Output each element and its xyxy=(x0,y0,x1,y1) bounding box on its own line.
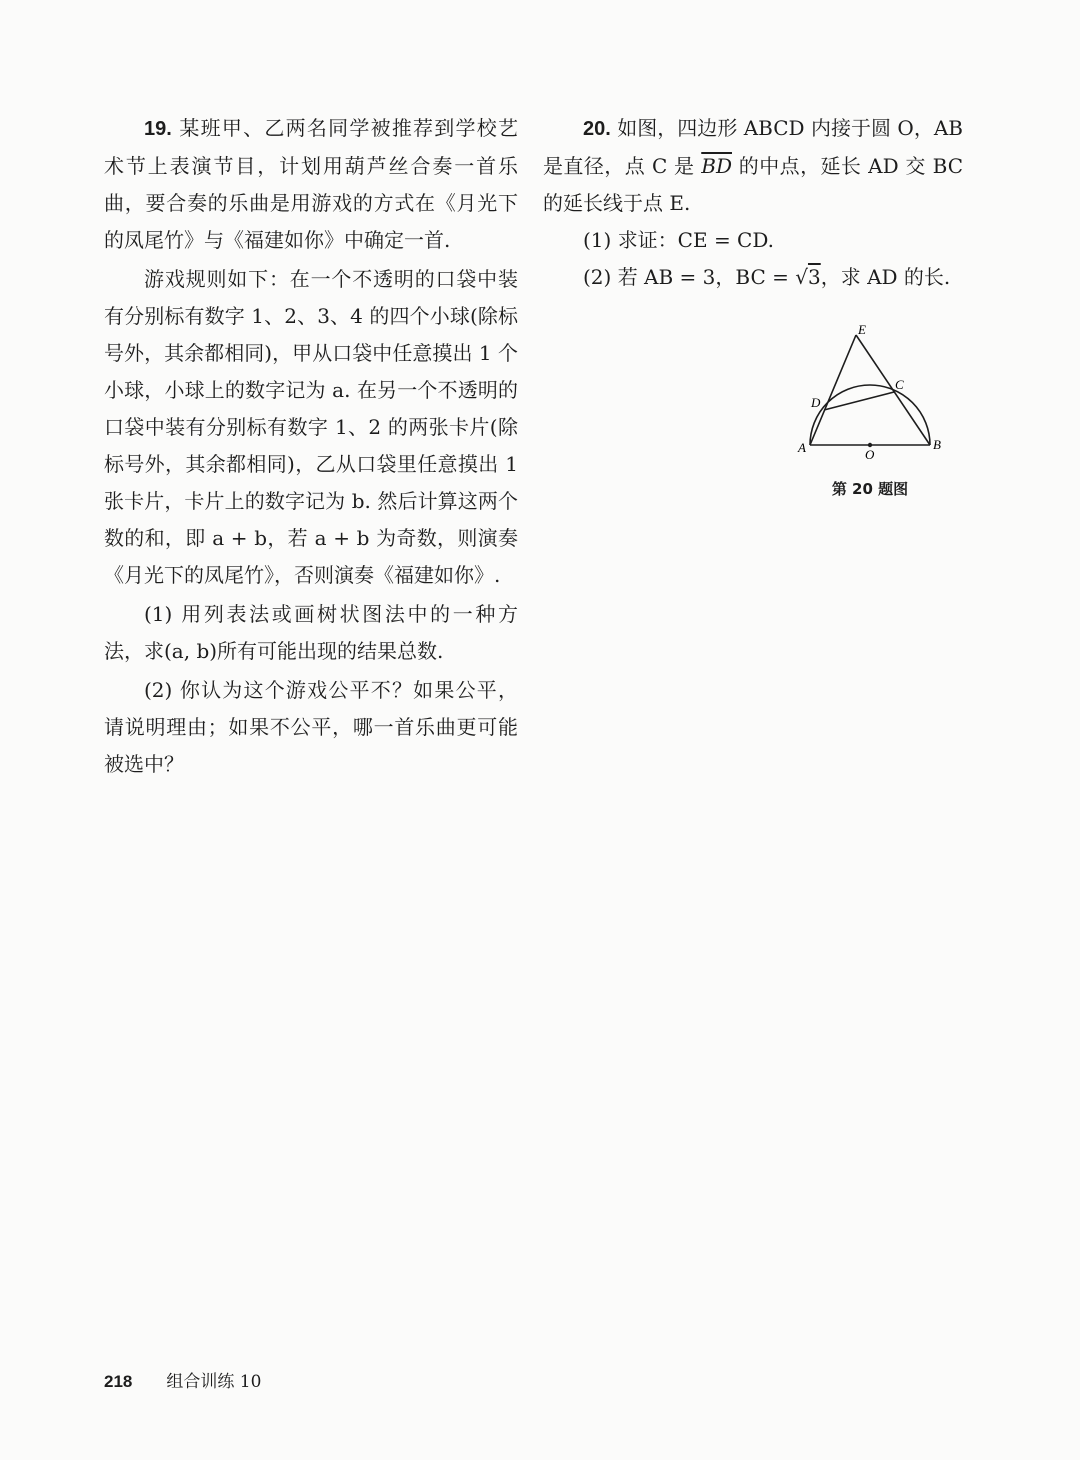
q19-rules: 游戏规则如下：在一个不透明的口袋中装有分别标有数字 1、2、3、4 的四个小球(除标号外，其余都相同)，甲从口袋中任意摸出 1 个小球，小球上的数字记为 a. 在另一个不透明的口袋中装有分别标有数字 1、2 的两张卡片(除标号外，其余都相同)，乙从口袋里任意摸出 1 张卡片，卡片上的数字记为 b. 然后计算这两个数的和，即 a + b，若 a + b 为奇数，则演奏《月光下的凤尾竹》，否则演奏《福建如你》. xyxy=(104,267,518,587)
q20-intro xyxy=(543,110,963,222)
segment-be xyxy=(856,335,930,445)
sqrt-value: 3 xyxy=(807,265,821,289)
question-20 xyxy=(543,110,963,296)
sqrt-symbol: √ xyxy=(795,265,808,289)
q20-part-1: (1) 求证：CE = CD. xyxy=(583,228,775,252)
label-d: D xyxy=(811,395,821,410)
label-o: O xyxy=(865,447,875,462)
arc-bd: $\overline{BD}$ xyxy=(701,154,732,178)
label-c: C xyxy=(895,377,904,392)
q20-intro-a: 如图，四边形 ABCD 内接于圆 O，AB 是直径，点 C 是 xyxy=(543,116,963,178)
q19-part-1: (1) 用列表法或画树状图法中的一种方法，求(a, b)所有可能出现的结果总数. xyxy=(104,602,518,663)
label-b: B xyxy=(933,437,941,452)
question-19 xyxy=(104,110,518,783)
page-number: 218 xyxy=(104,1372,133,1391)
semicircle-arc xyxy=(810,385,930,445)
q19-part-2: (2) 你认为这个游戏公平不？如果公平，请说明理由；如果不公平，哪一首乐曲更可能被选中？ xyxy=(104,678,518,776)
q20-part-2 xyxy=(543,259,963,296)
q20-number: 20. xyxy=(583,118,611,140)
section-title: 组合训练 10 xyxy=(166,1372,262,1392)
q20-intro-b: 的中点，延长 AD 交 BC 的延长线于点 E. xyxy=(543,154,963,215)
q19-intro xyxy=(104,110,518,259)
figure-caption: 第 20 题图 xyxy=(831,480,909,498)
label-a: A xyxy=(798,440,806,455)
q20-part-2-b: ，求 AD 的长. xyxy=(820,265,951,289)
q19-intro-text: 某班甲、乙两名同学被推荐到学校艺术节上表演节目，计划用葫芦丝合奏一首乐曲，要合奏的乐曲是用游戏的方式在《月光下的凤尾竹》与《福建如你》中确定一首. xyxy=(104,116,519,252)
q20-part-2-a: (2) 若 AB = 3，BC = xyxy=(583,265,796,289)
segment-dc xyxy=(824,392,894,410)
label-e: E xyxy=(858,322,866,337)
q19-number: 19. xyxy=(144,118,172,140)
page-footer xyxy=(104,1367,261,1392)
geometry-figure xyxy=(795,318,945,488)
segment-ae xyxy=(810,335,856,445)
